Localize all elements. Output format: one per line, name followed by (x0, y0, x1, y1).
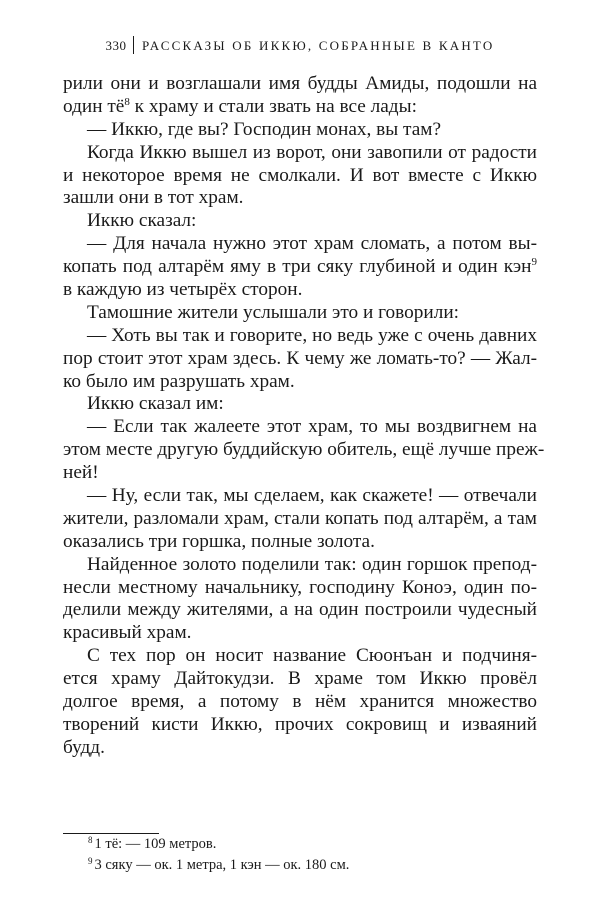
text-line (63, 165, 537, 188)
text-line (63, 187, 537, 210)
text-line (63, 485, 537, 508)
line-text: С тех пор он носит название Сюонъан и подчиня- (87, 645, 537, 667)
text-line (63, 73, 537, 96)
line-text: творений кисти Иккю, прочих сокровищ и изваяний (63, 713, 537, 735)
line-text: в каждую из четырёх сторон. (63, 279, 303, 301)
text-line (63, 371, 537, 394)
line-text: зашли они в тот храм. (63, 187, 244, 209)
line-text: — Для начала нужно этот храм сломать, а потом вы- (87, 233, 537, 255)
text-line (63, 348, 537, 371)
text-line (63, 325, 537, 348)
footnote-8 (88, 836, 216, 853)
footnote-text: 3 сяку — ок. 1 метра, 1 кэн — ок. 180 см. (94, 857, 350, 873)
line-text: — Хоть вы так и говорите, но ведь уже с очень давних (87, 324, 537, 346)
text-line (63, 393, 537, 416)
footnote-mark: 8 (88, 835, 93, 845)
line-text: пор стоит этот храм здесь. К чему же ломать-то? — Жал- (63, 347, 537, 369)
line-text: ется храму Дайтокудзи. В храме том Иккю провёл (63, 668, 537, 690)
running-title: РАССКАЗЫ ОБ ИККЮ, СОБРАННЫЕ В КАНТО (142, 38, 495, 53)
text-line (63, 142, 537, 165)
text-line (63, 599, 537, 622)
text-line (63, 645, 537, 668)
text-line (63, 531, 537, 554)
line-text: долгое время, а потому в нём хранится множество (63, 691, 537, 713)
line-text: к храму и стали звать на все лады: (129, 95, 417, 117)
text-line (63, 554, 537, 577)
text-line (63, 737, 537, 760)
text-line (63, 691, 537, 714)
line-text: Иккю сказал: (87, 210, 197, 232)
text-line (63, 256, 537, 279)
text-line (63, 302, 537, 325)
line-text: будд. (63, 736, 105, 758)
footnote-ref: 9 (531, 256, 537, 269)
line-text: жители, разломали храм, стали копать под алтарём, а там (63, 507, 537, 529)
text-line (63, 622, 537, 645)
line-text: ней! (63, 462, 99, 484)
footnote-text: 1 тё: — 109 метров. (94, 836, 217, 852)
line-text: красивый храм. (63, 622, 192, 644)
page-number: 330 (105, 38, 127, 53)
header-divider (133, 36, 135, 54)
text-line (63, 714, 537, 737)
line-text: и некоторое время не смолкали. И вот вместе с Иккю (63, 164, 537, 186)
line-text: несли местному начальнику, господину Коноэ, один по- (63, 576, 537, 598)
line-text: этом месте другую буддийскую обитель, ещё лучше преж- (63, 439, 545, 461)
text-line (63, 210, 537, 233)
line-text: рили они и возглашали имя будды Амиды, подошли на (63, 73, 537, 94)
line-text: Найденное золото поделили так: один горшок препод- (87, 553, 537, 575)
line-text: Иккю сказал им: (87, 393, 224, 415)
running-header (63, 36, 537, 54)
line-text: — Иккю, где вы? Господин монах, вы там? (87, 118, 442, 140)
line-text: — Ну, если так, мы сделаем, как скажете! — отвечали (87, 485, 537, 507)
text-line (63, 279, 537, 302)
text-line (63, 233, 537, 256)
text-line (63, 668, 537, 691)
text-line (63, 577, 537, 600)
line-text: Тамошние жители услышали это и говорили: (87, 301, 460, 323)
text-line (63, 416, 537, 439)
line-text: — Если так жалеете этот храм, то мы воздвигнем на (87, 416, 537, 438)
line-text: делили между жителями, а на один построили чудесный (63, 599, 537, 621)
line-text: оказались три горшка, полные золота. (63, 530, 375, 552)
body-text (63, 73, 545, 760)
footnote-9 (88, 857, 349, 874)
text-line (63, 96, 537, 119)
footnote-mark: 9 (88, 856, 93, 866)
footnote-ref: 8 (124, 95, 130, 108)
text-line (63, 462, 537, 485)
line-text: один тё (63, 95, 125, 117)
line-text: Когда Иккю вышел из ворот, они завопили от радости (87, 141, 537, 163)
line-text: копать под алтарём яму в три сяку глубиной и один кэн (63, 256, 532, 278)
text-line (63, 119, 537, 142)
footnote-rule (63, 833, 159, 834)
text-line (63, 508, 537, 531)
text-line (63, 439, 545, 462)
line-text: ко было им разрушать храм. (63, 370, 295, 392)
